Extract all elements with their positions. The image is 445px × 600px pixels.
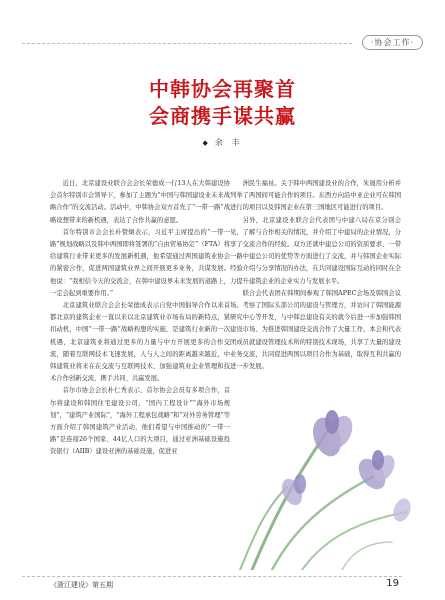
paragraph: 另外，北京建设业联合会代表团与中建八局在京分别会见，了解与合作相关的情况，并介绍了中建局的企业情况，分享了交流合作的经验。双方还就中建总公司的资质要求、一带一路中建总公司的优势等方面进行了交流，并与韩国企业实际经验介绍与分享情况的办法，在共同建设国际互动的同时在全力提升建筑企业的企业实力与发展水平。 <box>230 216 401 285</box>
leaf-icon <box>342 542 392 570</box>
article-title-line2: 会商携手谋共赢 <box>149 104 296 128</box>
article-title-line1: 中韩协会再聚首 <box>149 77 296 101</box>
paragraph: 首尔市协会会长朴仁秀表示、首尔协会会员有多项合作，首尔将建设和韩国住宅建设公司，“国内工程设计”“海外市场规划”，“建筑产业国际”，“海外工程承包战略”和“对外劳务管理”等方面介绍了韩国建筑产业活动，他们希望与中国推动的“一带一路”是连接26个国家、44亿人口的大项目，通过亚洲基础设施投资银行（AIIB）建设亚洲的基础设施，促进亚 <box>50 387 230 456</box>
paragraph: 洲民生福祉。关于韩中两国建设业的合作，朱晟用分析并列举了两国间可能合作的项目。东西方向沿中亚企业可在韩国进行的项目以及韩国企业在第三国地区可能进行的项目。 <box>230 180 401 212</box>
header-rule <box>22 43 352 44</box>
article-column-left <box>50 178 230 459</box>
paragraph: 联合会代表团在韩期间参观了韩国APEC会场及韩国会议场。考察了国际头部公司的建设与管理方，并访问了韩国能源研究中心等开发，与中韩总建设有关的就今后进一步加强韩国建设市场、为推进韩国建设交流合作了大量工作，本会和代表团成员就建设管理技术所的特别技术现场，共享了大量的建设业务交流，共同促进两国以项目合作为基础，取得互利共赢的进一步发展。 <box>230 289 401 371</box>
footer-rule <box>22 576 402 577</box>
leaf-icon <box>302 512 407 570</box>
author-name: 余 丰 <box>214 138 243 147</box>
paragraph: 近日，北京建设业联合会会长荣德成一行13人在大韩建设协会首尔特别市会领导下，参加了主题为“中国与韩国建设业未来战略合作”的交流活动。活动中，中韩协会双方首先了“一带一路”战略设想带来的新机遇，表达了合作共赢的意愿。 <box>50 180 230 224</box>
flower-cluster-icon <box>278 410 414 524</box>
diamond-icon: ◆ <box>202 139 211 147</box>
byline <box>0 137 445 148</box>
iris-flower-illustration <box>232 392 422 570</box>
paragraph: 北京建筑业联合会会长荣德成表示自党中国倡导合作以来首都北京的建筑企业一直以来以北京建筑业市场布局的新特点，紧扣动机，中国“一带一路”战略构想的实施，是建筑行业新的一次机遇，北京建筑业将通过更多的力量与中方开展更多的合作交流，随着互联网技术飞速发展，人与人之间的距离越来越近，中韩建筑业将来在在交流与互联网技术、加强建筑业企业管理和技术合作创新交流，携手共同、共赢发展。 <box>50 302 230 383</box>
page-number: 19 <box>386 578 399 589</box>
publication-source: 《浙江建设》第五期 <box>50 581 113 589</box>
article-column-right <box>230 178 401 373</box>
section-tag: ·协会工作· <box>362 35 423 50</box>
paragraph: 首尔特别市会会长朴赞炯表示，习近平主席提出的“一带一路”规划战略以及韩中两国即将签署的“自由贸易协定”（FTA）将给建筑行业带来更多的发展新机遇，他希望通过两国建筑业协会的紧密合作，促进两国建筑业界之间开展更多业务，共谋发展。他说：“我相信今天的交流会，在韩中建设界未来发展的道路上，一定会起到重要作用。” <box>50 228 230 297</box>
